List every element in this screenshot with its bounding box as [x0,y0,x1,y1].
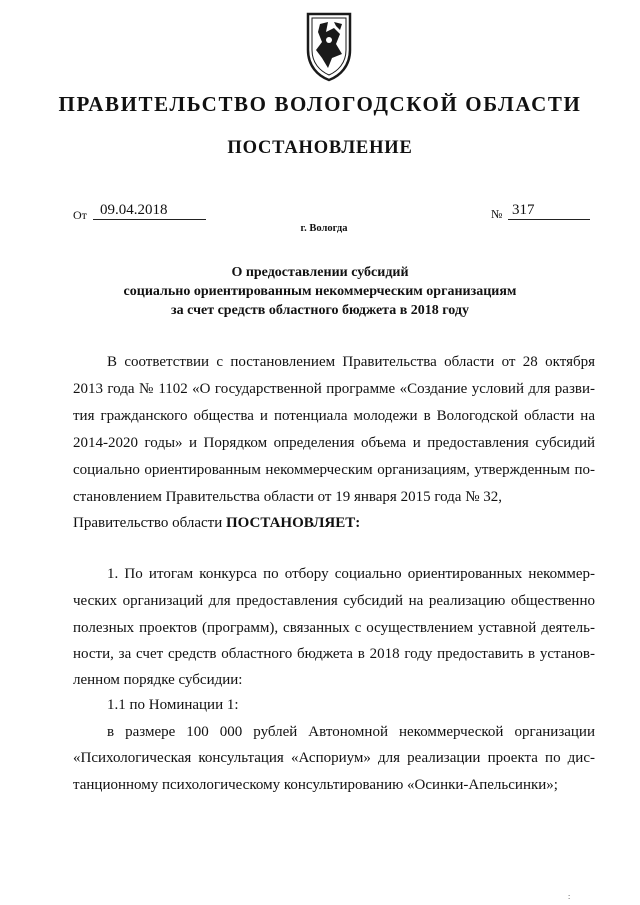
number-label: № [491,207,503,221]
date-label: От [73,208,87,222]
city-name: г. Вологда [300,223,348,234]
item-line: в размере 100 000 рублей Автономной некоммерческой организации [107,724,595,740]
subject-line: О предоставлении субсидий [231,265,409,280]
preamble-line: В соответствии с постановлением Правительства области от 28 октября [107,354,595,370]
document-type: ПОСТАНОВЛЕНИЕ [227,138,413,158]
preamble-line: 2014-2020 годы» и Порядком определения объема и предоставления субсидий [73,435,595,451]
document-subject [0,263,640,320]
subject-line: социально ориентированным некоммерческим организациям [123,284,517,299]
clause-line: 1. По итогам конкурса по отбору социально ориентированных некоммер- [107,566,595,582]
preamble-line: становлением Правительства области от 19 января 2015 года № 32, [73,489,503,505]
subject-line: за счет средств областного бюджета в 2018 году [171,303,469,318]
preamble-line: тия гражданского общества и потенциала молодежи в Вологодской области на [73,408,595,424]
document-number: 317 [512,202,535,218]
preamble-line: 2013 года № 1102 «О государственной программе «Создание условий для разви- [73,381,595,397]
page-mark: : [568,892,571,901]
clause-subheading: 1.1 по Номинации 1: [107,697,239,713]
clause-line: полезных проектов (программ), связанных с осуществлением уставной деятель- [73,620,595,636]
clause-line: ленном порядке субсидии: [73,672,243,688]
item-line: танционному психологическому консультированию «Осинки-Апельсинки»; [73,777,558,793]
item-line: «Психологическая консультация «Аспориум» для реализации проекта по дис- [73,750,595,766]
preamble-closing [73,515,595,532]
preamble-line: социально ориентированным некоммерческим организациям, утвержденным по- [73,462,595,478]
clause-line: ности, за счет средств областного бюджета в 2018 году предоставить в установ- [73,646,595,662]
decree-keyword: ПОСТАНОВЛЯЕТ: [225,515,361,531]
government-title: ПРАВИТЕЛЬСТВО ВОЛОГОДСКОЙ ОБЛАСТИ [58,92,582,116]
coat-of-arms-emblem [304,10,354,82]
closing-text: Правительство области [73,515,226,531]
clause-line: ческих организаций для предоставления субсидий на реализацию общественно [73,593,595,609]
document-date: 09.04.2018 [100,202,168,218]
